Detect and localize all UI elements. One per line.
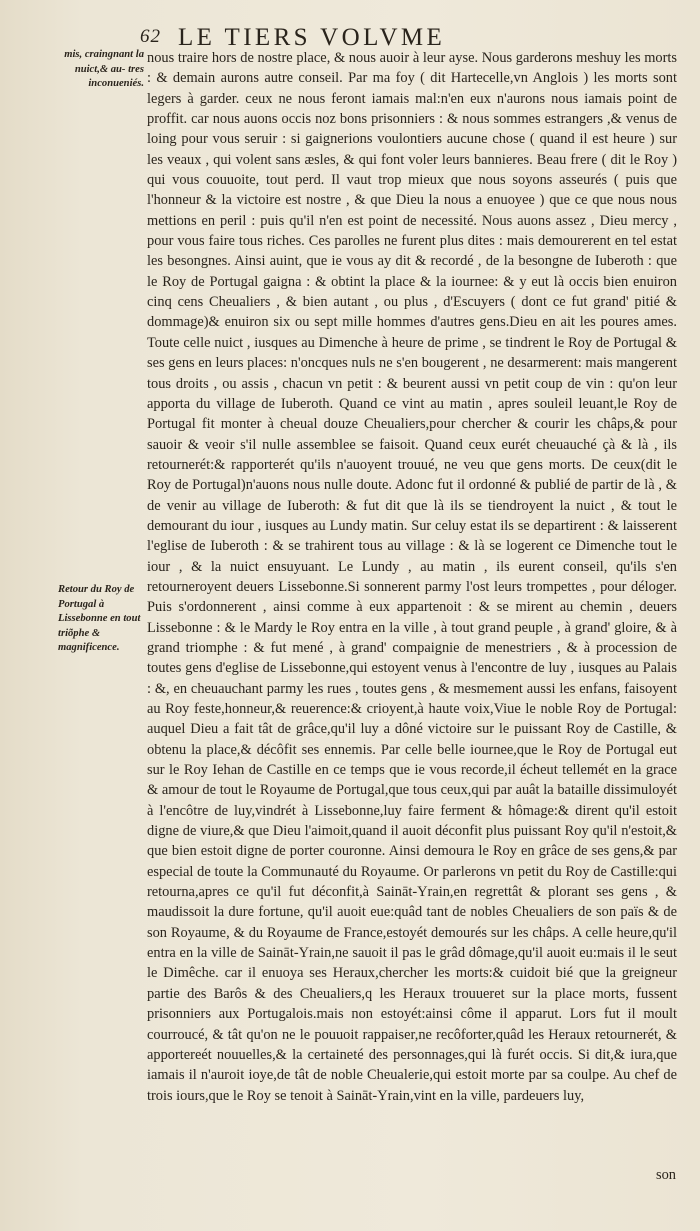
margin-note: Retour du Roy de Portugal à Lissebonne en tout triõphe & magnificence. (58, 584, 141, 653)
body-text: nous traire hors de nostre place, & nous auoir à leur ayse. Nous garderons meshuy les morts : & demain aurons autre conseil. Par ma foy ( dit Hartecelle,vn Anglois ) les morts sont legers à garder. ceux ne nous feront iamais mal:n'en eux n'aurons nous iamais point de proffit. car nous auons occis noz bons prisonniers : & nous sommes estrangers ,& venus de loing pour vous seruir : si gaignerions voulontiers aucune chose ( quand il est heure ) sur les veaux , qui volent sans æsles, & qui font voler leurs bannieres. Beau frere ( dit le Roy ) qui vous couuoite, tout perd. Il vaut trop mieux que nous soyons asseurés ( puis que l'honneur & la victoire est nostre , & que Dieu la nous a enuoyee ) que ce que nous nous mettions en peril : puis qu'il n'en est point de necessité. Nous auons assez , Dieu mercy , pour vous faire tous riches. Ces parolles ne furent plus dites : mais demourerent en tel estat les besongnes. Ainsi auint, que ie vous ay dit & recordé , de la besongne de Iuberoth : que le Roy de Portugal gaigna : & obtint la place & la iournee: & y eut là occis bien enuiron cinq cens Cheualiers , & bien autant , ou plus , d'Escuyers ( dont ce fut grand' pitié & dommage)& enuiron six ou sept mille hommes d'autres gens.Dieu en ait les poures ames. Toute celle nuict , iusques au Dimenche à heure de prime , se tindrent le Roy de Portugal & ses gens en leurs places: n'oncques nuls ne s'en bougerent , ne desarmerent: mais mangerent tous droits , ou assis , chacun vn petit : & beurent aussi vn petit coup de vin : qu'on leur apporta du village de Iuberoth. Quand ce vint au matin , apres souleil leuant,le Roy de Portugal fit monter à cheual douze Cheualiers,pour chercher & courir les châps,& pour sauoir & veoir s'il nulle assemblee se faisoit. Quand ceux eurét cheuauché çà & là , ils retournerét:& rapporterét qu'ils n'auoyent trouué, ne veu que gens morts. De ceux(dit le Roy de Portugal)n'auons nous nulle doute. Adonc fut il ordonné & publié de partir de là , & de venir au village de Iuberoth: & fut dit que là ils se tiendroyent la nuict , & tout le demourant du iour , iusques au Lundy matin. Sur celuy estat ils se departirent : & laisserent l'eglise de Iuberoth : & se trahirent tous au village : & là se logerent ce Dimenche tout le iour , & la nuict ensuyuant. Le Lundy , au matin , ils eurent conseil, qu'ils s'en retourneroyent deuers Lissebonne.Si sonnerent parmy l'ost leurs trompettes , pour déloger. Puis s'ordonnerent , ainsi comme à eux appartenoit : & se mirent au chemin , deuers Lissebonne : & le Mardy le Roy entra en la ville , à tout grand peuple , à grand' gloire, & à grand triomphe : & fut mené , à grand' compaignie de menestriers , & à procession de toutes gens d'eglise de Lissebonne,qui estoyent venus à l'encontre de luy , iusques au Palais : &, en cheuauchant parmy les rues , toutes gens , & mesmement aussi les enfans, faisoyent au Roy feste,honneur,& reuerence:& crioyent,à haute voix,Viue le noble Roy de Portugal: auquel Dieu a fait tât de grâce,qu'il luy a dôné victoire sur le puissant Roy de Castille, & obtenu la place,& décôfit ses ennemis. Par celle belle iournee,que le Roy de Portugal eut sur le Roy Iehan de Castille en ce temps que ie vous recorde,il écheut tellemét en la grace & amour de tout le Royaume de Portugal,que tous ceux,qui par auât la bataille dissimuloyét à l'encôtre de luy,vindrét à Lissebonne,luy faire ferment & hômage:& dirent qu'il estoit digne de viure,& que Dieu l'aimoit,quand il auoit déconfit plus puissant Roy qu'il n'estoit,& que bien estoit digne de porter couronne. Ainsi demoura le Roy en grâce de ses gens,& par especial de toute la Communauté du Royaume. Or parlerons vn petit du Roy de Castille:qui retourna,apres ce qu'il fut déconfit,à Saināt-Yrain,en regrettât & plorant ses gens , & maudissoit la dure fortune, qu'il auoit eue:quâd tant de nobles Cheualiers de son païs & de son Royaume, & du Royaume de France,estoyét demourés sur les châps. A celle heure,qu'il entra en la ville de Saināt-Yrain,ne sauoit il pas le grâd dômage,qu'il auoit eu:mais il le seut le Dimêche. car il enuoya ses Heraux,chercher les morts:& cuidoit bié que la greigneur partie des Barôs & des Cheualiers,q les Heraux trouueret sur la place morts, fussent prisonniers aux Portugalois.mais non estoyét:ainsi côme il apparut. Lors fut il moult courroucé, & tât qu'on ne le pouuoit rappaiser,ne recôforter,quâd les Heraux retournerét, & apportereét nouuelles,& la certaineté des personnages,qui là furét occis. Si dit,& iura,que iamais il n'auroit ioye,de tât de noble Cheualerie,qui estoit morte par sa coulpe. Au chef de trois iours,que le Roy se tenoit à Saināt-Yrain,vint en la ville, pardeuers luy, (147, 50, 677, 1104)
catchword: son (656, 1167, 676, 1183)
margin-note: mis, craingnant la nuict,& au- tres inconueniés. (64, 49, 144, 89)
page-number: 62 (140, 26, 161, 47)
running-title: LE TIERS VOLVME (178, 24, 446, 51)
